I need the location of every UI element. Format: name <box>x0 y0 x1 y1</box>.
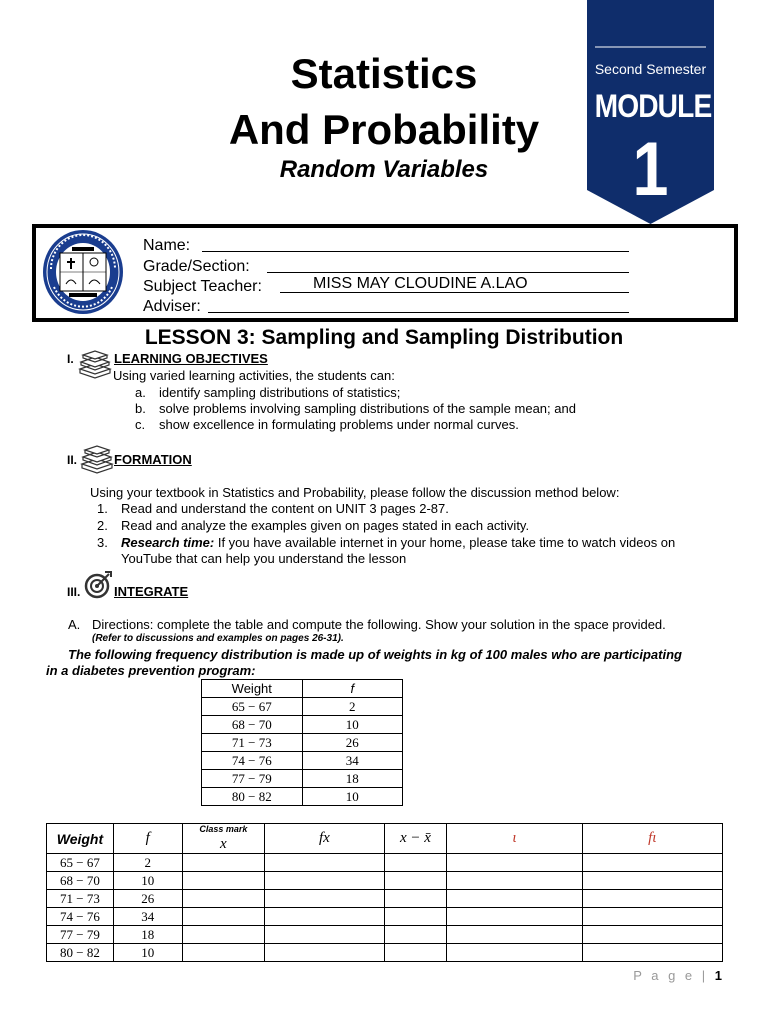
objective-item: a. identify sampling distributions of statistics; <box>135 385 401 400</box>
formation-item-continued: YouTube that can help you understand the lesson <box>121 551 407 566</box>
col-header-iota: ι <box>447 824 582 854</box>
target-icon <box>84 570 112 600</box>
table-row: 80 − 82 10 <box>47 944 723 962</box>
name-label: Name: <box>143 237 191 254</box>
adviser-field[interactable] <box>208 312 629 313</box>
col-header-weight: Weight <box>47 824 114 854</box>
section2-intro: Using your textbook in Statistics and Probability, please follow the discussion method below: <box>90 485 620 500</box>
document-subtitle: Random Variables <box>279 156 489 183</box>
badge-module-number: 1 <box>632 127 669 212</box>
section2-number: II. <box>67 453 78 467</box>
badge-module-label: MODULE <box>594 88 712 124</box>
formation-item: 2. Read and analyze the examples given on pages stated in each activity. <box>97 518 530 533</box>
subject-teacher-value: MISS MAY CLOUDINE A.LAO <box>313 275 528 292</box>
col-header-f: f <box>302 680 402 698</box>
table-row: 65 − 67 2 <box>202 698 403 716</box>
section1-number: I. <box>67 352 74 366</box>
grade-section-field[interactable] <box>267 272 629 273</box>
table-row: 71 − 73 26 <box>47 890 723 908</box>
problem-statement-line2: in a diabetes prevention program: <box>46 663 256 678</box>
table-row: 68 − 70 10 <box>202 716 403 734</box>
student-info-box <box>32 224 738 322</box>
books-icon <box>80 444 114 474</box>
page-footer: P a g e | 1 <box>633 968 722 983</box>
col-header-deviation: x − x̄ <box>384 824 447 854</box>
name-field[interactable] <box>202 251 629 252</box>
formation-item: 1. Read and understand the content on UNIT 3 pages 2-87. <box>97 501 449 516</box>
objective-item: c. show excellence in formulating problems under normal curves. <box>135 417 519 432</box>
frequency-table <box>201 679 403 806</box>
badge-semester: Second Semester <box>594 61 707 77</box>
refer-note: (Refer to discussions and examples on pages 26-31). <box>92 633 344 644</box>
table-row: 80 − 82 10 <box>202 788 403 806</box>
problem-statement-line1: The following frequency distribution is made up of weights in kg of 100 males who are participating <box>68 647 682 662</box>
section1-intro: Using varied learning activities, the students can: <box>113 368 395 383</box>
books-icon <box>78 349 112 379</box>
col-header-class-mark: Class mark x <box>182 824 265 854</box>
table-row: 68 − 70 10 <box>47 872 723 890</box>
table-row: 77 − 79 18 <box>202 770 403 788</box>
table-row: 74 − 76 34 <box>202 752 403 770</box>
school-seal-logo <box>42 229 124 315</box>
lesson-title: LESSON 3: Sampling and Sampling Distribution <box>144 326 624 349</box>
grade-section-label: Grade/Section: <box>143 258 250 275</box>
subject-teacher-label: Subject Teacher: <box>143 278 262 295</box>
section2-heading: FORMATION <box>114 452 192 467</box>
section3-heading: INTEGRATE <box>114 584 189 599</box>
table-row: 71 − 73 26 <box>202 734 403 752</box>
col-header-weight: Weight <box>202 680 303 698</box>
section3-number: III. <box>67 585 81 599</box>
col-header-f: f <box>113 824 182 854</box>
worksheet-table <box>46 823 723 962</box>
adviser-label: Adviser: <box>143 298 201 315</box>
document-title-line2: And Probability <box>228 106 540 153</box>
formation-item: 3. Research time: If you have available internet in your home, please take time to watch videos on <box>97 535 676 550</box>
table-row: 74 − 76 34 <box>47 908 723 926</box>
section1-heading: LEARNING OBJECTIVES <box>114 351 268 366</box>
table-row: 65 − 67 2 <box>47 854 723 872</box>
document-title-line1: Statistics <box>290 50 478 97</box>
col-header-f-iota: fι <box>582 824 722 854</box>
objective-item: b. solve problems involving sampling distributions of the sample mean; and <box>135 401 576 416</box>
col-header-fx: fx <box>265 824 384 854</box>
table-row: 77 − 79 18 <box>47 926 723 944</box>
directions-text: A. Directions: complete the table and compute the following. Show your solution in the space provided. <box>68 617 666 632</box>
